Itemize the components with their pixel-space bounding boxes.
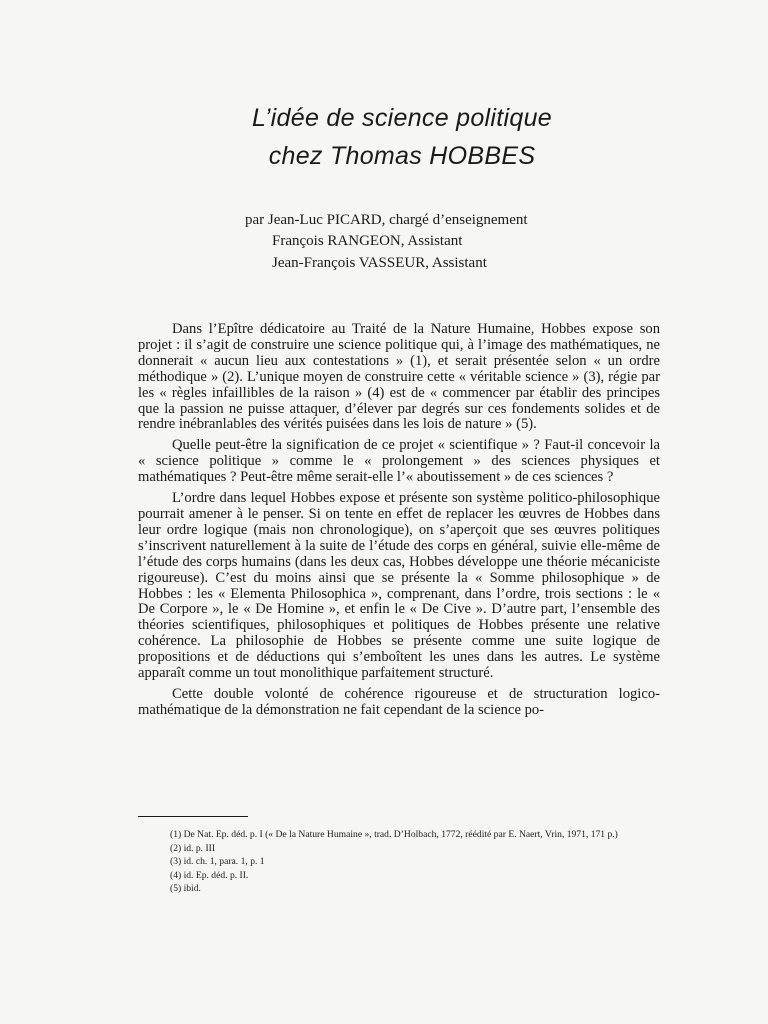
article-body	[138, 322, 660, 724]
footnote-divider	[138, 816, 248, 817]
footnote-2: (2) id. p. III	[170, 842, 216, 854]
body-paragraph: Dans l’Epître dédicatoire au Traité de la Nature Humaine, Hobbes expose son projet : il s’agit de construire une science politique qui, à l’image des mathématiques, ne donnerait « aucun lieu aux contestations » (1), et serait présentée selon « un ordre méthodique » (2). L’unique moyen de construire cette « véritable science » (3), régie par les « règles infaillibles de la raison » (4) est de « commencer par établir des principes que la passion ne puisse attaquer, d’élever par degrés sur ces fondements solides et de rendre inébranlables des vérités puisées dans les lois de nature » (5).	[138, 321, 660, 433]
footnote-1: (1) De Nat. Ep. déd. p. I (« De la Nature Humaine », trad. D’Holbach, 1772, réédité par E. Naert, Vrin, 1971, 171 p.)	[170, 829, 618, 840]
footnote-5: (5) ibid.	[170, 883, 201, 894]
footnote-3: (3) id. ch. 1, para. 1, p. 1	[170, 856, 265, 867]
footnotes	[138, 829, 690, 897]
article-title-line-2: chez Thomas HOBBES	[268, 142, 536, 170]
body-paragraph: Quelle peut-être la signification de ce projet « scientifique » ? Faut-il concevoir la « science politique » comme le « prolongement » des sciences physiques et mathématiques ? Peut-être même serait-elle l’« aboutissement » de ces sciences ?	[138, 437, 660, 486]
author-line-picard: par Jean-Luc PICARD, chargé d’enseignement	[245, 212, 528, 228]
author-line-rangeon: François RANGEON, Assistant	[272, 233, 463, 249]
author-line-vasseur: Jean-François VASSEUR, Assistant	[272, 255, 487, 271]
article-title-line-1: L’idée de science politique	[252, 104, 552, 132]
body-paragraph: Cette double volonté de cohérence rigoureuse et de structuration logico-mathématique de la démonstration ne fait cependant de la science po-	[138, 685, 660, 718]
footnote-4: (4) id. Ep. déd. p. II.	[170, 869, 249, 881]
body-paragraph: L’ordre dans lequel Hobbes expose et présente son système politico-philosophique pourrait amener à le penser. Si on tente en effet de replacer les œuvres de Hobbes dans leur ordre logique (mais non chronologique), on s’aperçoit que ses œuvres politiques s’inscrivent naturellement à la suite de l’étude des corps en général, suivie elle-même de l’étude des corps humains (dans les deux cas, Hobbes développe une théorie mécaniciste rigoureuse). C’est du moins ainsi que se présente la « Somme philosophique » de Hobbes : les « Elementa Philosophica », comprenant, dans l’ordre, trois sections : le « De Corpore », le « De Homine », et enfin le « De Cive ». D’autre part, l’ensemble des théories scientifiques, philosophiques et politiques de Hobbes présente une relative cohérence. La philosophie de Hobbes se présente comme une suite logique de propositions et de déductions qui s’emboîtent les unes dans les autres. Le système apparaît comme un tout monolithique parfaitement structuré.	[138, 490, 660, 682]
